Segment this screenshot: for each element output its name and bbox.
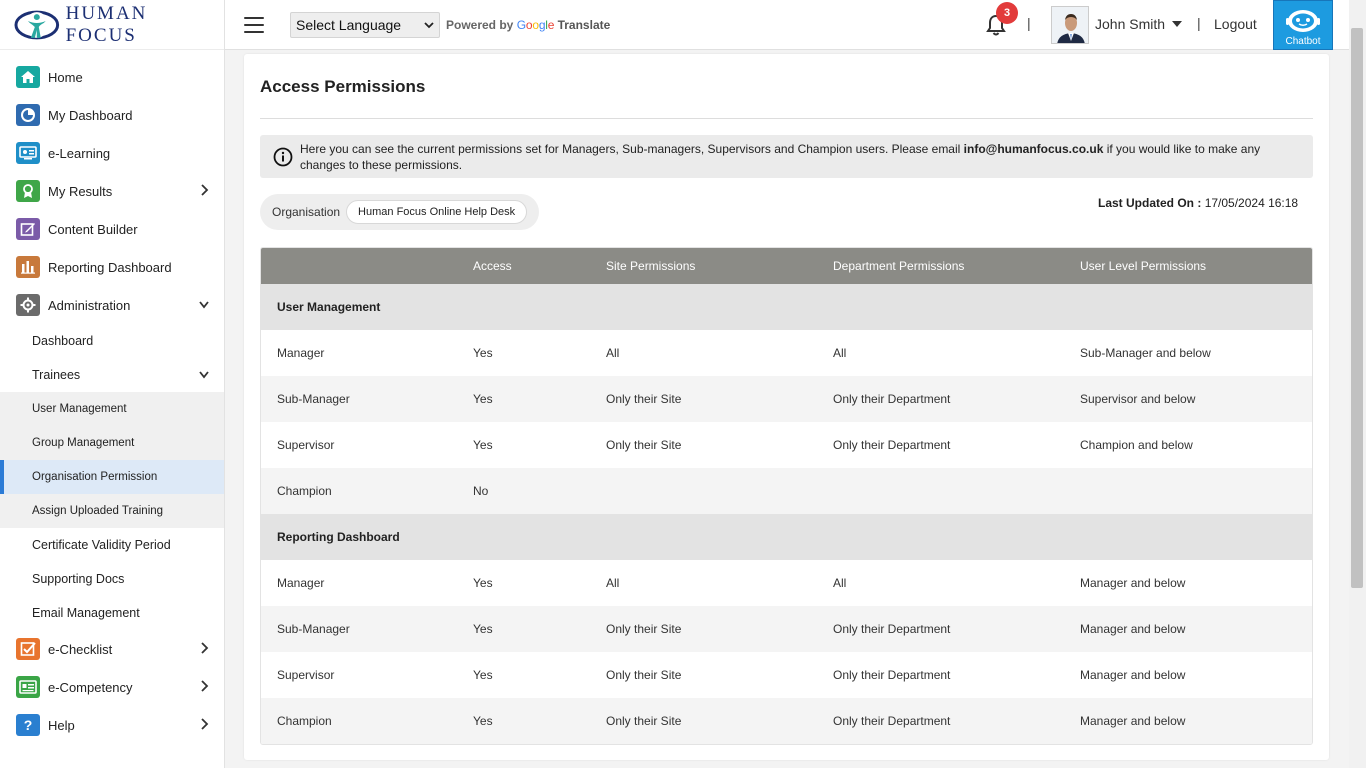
table-cell-access: Yes <box>473 392 493 406</box>
table-cell-user-level: Champion and below <box>1080 438 1193 452</box>
table-cell-site: Only their Site <box>606 392 682 406</box>
organisation-filter <box>260 194 539 230</box>
gear-icon <box>16 294 40 316</box>
table-cell-role: Sub-Manager <box>277 392 350 406</box>
sidebar-nav <box>0 50 224 744</box>
table-cell-role: Manager <box>277 576 325 590</box>
table-cell-site: All <box>606 346 620 360</box>
results-icon <box>16 180 40 202</box>
table-cell-access: Yes <box>473 346 493 360</box>
table-row <box>261 468 1312 514</box>
language-select-value: Select Language <box>296 16 402 33</box>
header-separator: | <box>1197 15 1201 31</box>
logout-link[interactable]: Logout <box>1214 16 1257 32</box>
sidebar <box>0 0 225 768</box>
google-translate-attribution <box>446 18 610 32</box>
sidebar-subitem-user-management[interactable] <box>0 392 224 426</box>
avatar[interactable] <box>1051 6 1089 44</box>
table-cell-department: Only their Department <box>833 438 951 452</box>
table-cell-department: Only their Department <box>833 668 951 682</box>
sidebar-subitem-label: Assign Uploaded Training <box>32 505 164 517</box>
sidebar-item-label: My Dashboard <box>48 107 133 123</box>
page-title: Access Permissions <box>260 77 426 96</box>
table-cell-user-level: Manager and below <box>1080 668 1186 682</box>
sidebar-subitem-assign-uploaded-training[interactable] <box>0 494 224 528</box>
table-cell-access: Yes <box>473 622 493 636</box>
sidebar-item-e-learning[interactable] <box>0 134 224 172</box>
sidebar-item-label: Content Builder <box>48 221 138 237</box>
table-cell-site: All <box>606 576 620 590</box>
chevron-right-icon[interactable] <box>200 717 210 731</box>
sidebar-subitem-trainees[interactable] <box>0 358 224 392</box>
table-cell-user-level: Sub-Manager and below <box>1080 346 1211 360</box>
table-cell-role: Supervisor <box>277 438 335 452</box>
table-row <box>261 606 1312 652</box>
sidebar-item-e-checklist[interactable] <box>0 630 224 668</box>
sidebar-item-label: Administration <box>48 297 131 313</box>
sidebar-item-label: Help <box>48 717 75 733</box>
table-cell-access: Yes <box>473 438 493 452</box>
table-cell-user-level: Manager and below <box>1080 714 1186 728</box>
table-cell-department: All <box>833 576 847 590</box>
chatbot-button[interactable] <box>1273 0 1333 50</box>
sidebar-subitem-label: Organisation Permission <box>32 471 158 483</box>
header-separator: | <box>1027 15 1031 31</box>
info-email: info@humanfocus.co.uk <box>963 141 1104 156</box>
elearning-icon <box>16 142 40 164</box>
table-cell-department: All <box>833 346 847 360</box>
chevron-down-icon <box>423 19 435 31</box>
last-updated <box>1098 196 1298 210</box>
chevron-right-icon[interactable] <box>200 641 210 655</box>
table-cell-access: Yes <box>473 714 493 728</box>
table-cell-site: Only their Site <box>606 668 682 682</box>
sidebar-subitem-email-management[interactable] <box>0 596 224 630</box>
last-updated-value: 17/05/2024 16:18 <box>1204 196 1299 210</box>
sidebar-subitem-dashboard[interactable] <box>0 324 224 358</box>
svg-text:?: ? <box>23 717 33 733</box>
table-cell-role: Champion <box>277 484 332 498</box>
home-icon <box>16 66 40 88</box>
table-section-row <box>261 514 1312 560</box>
sidebar-subitem-label: Trainees <box>32 368 81 382</box>
sidebar-item-label: Reporting Dashboard <box>48 259 172 275</box>
last-updated-label: Last Updated On : <box>1098 196 1202 210</box>
user-photo-icon <box>1052 7 1089 44</box>
table-row <box>261 376 1312 422</box>
table-header-row <box>261 248 1312 284</box>
sidebar-subitem-supporting-docs[interactable] <box>0 562 224 596</box>
sidebar-item-home[interactable] <box>0 58 224 96</box>
sidebar-item-content-builder[interactable] <box>0 210 224 248</box>
user-name[interactable]: John Smith <box>1095 16 1166 32</box>
hamburger-menu-icon[interactable] <box>244 17 264 33</box>
caret-down-icon[interactable] <box>1171 20 1183 28</box>
table-row <box>261 422 1312 468</box>
table-row <box>261 698 1312 744</box>
table-cell-department: Only their Department <box>833 714 951 728</box>
column-header-access: Access <box>473 259 512 273</box>
notification-count-badge: 3 <box>996 2 1018 24</box>
sidebar-subitem-label: Group Management <box>32 437 135 449</box>
table-cell-role: Champion <box>277 714 332 728</box>
sidebar-subitem-label: User Management <box>32 403 127 415</box>
table-cell-site: Only their Site <box>606 622 682 636</box>
logo[interactable] <box>0 0 224 50</box>
table-row <box>261 330 1312 376</box>
table-cell-role: Manager <box>277 346 325 360</box>
column-header-user-level-permissions: User Level Permissions <box>1080 259 1207 273</box>
organisation-label: Organisation <box>272 205 341 219</box>
content-builder-icon <box>16 218 40 240</box>
help-icon <box>16 714 40 736</box>
translate-text: Translate <box>557 17 611 32</box>
section-title: Reporting Dashboard <box>277 530 400 544</box>
sidebar-item-my-results[interactable] <box>0 172 224 210</box>
chevron-down-icon[interactable] <box>198 369 210 381</box>
table-cell-access: Yes <box>473 576 493 590</box>
sidebar-item-help[interactable] <box>0 706 224 744</box>
table-section-row <box>261 284 1312 330</box>
table-cell-site: Only their Site <box>606 714 682 728</box>
info-text-suffix: if you would like to make any changes to these permissions. <box>300 141 1261 172</box>
chevron-right-icon[interactable] <box>200 183 210 197</box>
column-header-department-permissions: Department Permissions <box>833 259 965 273</box>
chatbot-label: Chatbot <box>1285 36 1321 47</box>
section-title: User Management <box>277 300 381 314</box>
organisation-chip[interactable]: Human Focus Online Help Desk <box>346 200 527 224</box>
access-permissions-card <box>244 54 1329 760</box>
sidebar-item-reporting-dashboard[interactable] <box>0 248 224 286</box>
sidebar-item-label: My Results <box>48 183 113 199</box>
table-cell-user-level: Manager and below <box>1080 576 1186 590</box>
sidebar-subitem-label: Dashboard <box>32 334 94 348</box>
column-header-site-permissions: Site Permissions <box>606 259 696 273</box>
checklist-icon <box>16 638 40 660</box>
sidebar-item-label: e-Learning <box>48 145 111 161</box>
table-cell-role: Supervisor <box>277 668 335 682</box>
human-focus-logo-icon <box>14 10 60 40</box>
sidebar-item-administration[interactable] <box>0 286 224 324</box>
table-cell-department: Only their Department <box>833 392 951 406</box>
table-cell-department: Only their Department <box>833 622 951 636</box>
table-cell-role: Sub-Manager <box>277 622 350 636</box>
sidebar-subitem-group-management[interactable] <box>0 426 224 460</box>
table-row <box>261 560 1312 606</box>
table-cell-site: Only their Site <box>606 438 682 452</box>
info-text <box>300 141 1273 173</box>
sidebar-item-my-dashboard[interactable] <box>0 96 224 134</box>
chatbot-robot-icon <box>1285 6 1321 36</box>
powered-by-text: Powered by <box>446 17 514 32</box>
sidebar-item-e-competency[interactable] <box>0 668 224 706</box>
sidebar-item-label: e-Competency <box>48 679 133 695</box>
sidebar-item-label: e-Checklist <box>48 641 113 657</box>
divider <box>260 118 1313 119</box>
top-header <box>225 0 1366 50</box>
sidebar-subitem-label: Certificate Validity Period <box>32 538 171 552</box>
sidebar-subitem-certificate-validity-period[interactable] <box>0 528 224 562</box>
table-row <box>261 652 1312 698</box>
permissions-table <box>260 247 1313 745</box>
trainees-submenu <box>0 392 224 528</box>
dashboard-icon <box>16 104 40 126</box>
google-logo: Google <box>516 17 555 32</box>
sidebar-subitem-label: Email Management <box>32 606 140 620</box>
brand-name: HUMAN FOCUS <box>65 2 148 46</box>
language-select[interactable] <box>290 12 440 38</box>
chevron-down-icon[interactable] <box>198 299 210 311</box>
table-cell-user-level: Supervisor and below <box>1080 392 1196 406</box>
info-icon <box>273 147 293 167</box>
table-cell-access: Yes <box>473 668 493 682</box>
info-banner <box>260 135 1313 178</box>
reporting-icon <box>16 256 40 278</box>
sidebar-item-label: Home <box>48 69 83 85</box>
sidebar-subitem-organisation-permission[interactable] <box>0 460 224 494</box>
chevron-right-icon[interactable] <box>200 679 210 693</box>
table-cell-access: No <box>473 484 489 498</box>
sidebar-subitem-label: Supporting Docs <box>32 572 125 586</box>
table-cell-user-level: Manager and below <box>1080 622 1186 636</box>
info-text-prefix: Here you can see the current permissions set for Managers, Sub-managers, Supervisors and Champion users. Please email <box>300 141 964 156</box>
scrollbar-thumb[interactable] <box>1351 28 1363 588</box>
competency-icon <box>16 676 40 698</box>
